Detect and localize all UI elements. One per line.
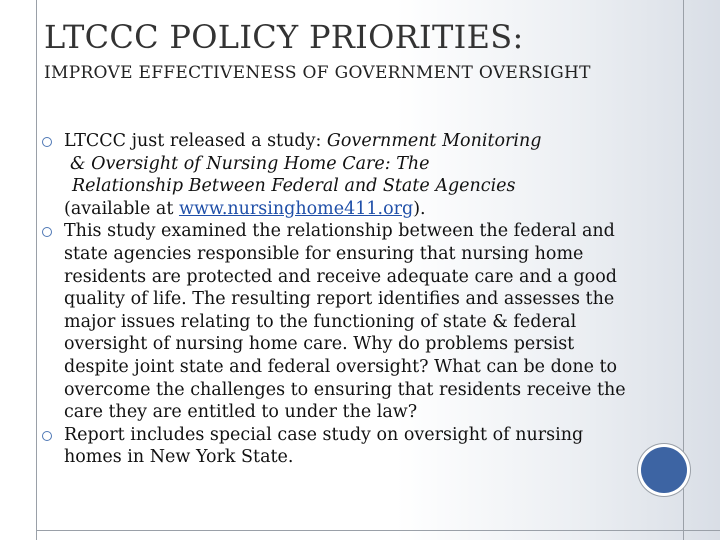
decorative-circle-icon xyxy=(641,447,687,493)
circle-bullet-icon xyxy=(42,227,52,237)
website-link[interactable]: www.nursinghome411.org xyxy=(178,198,414,219)
slide-title: LTCCC POLICY PRIORITIES: xyxy=(44,18,524,56)
bullet-item-study xyxy=(40,130,630,220)
circle-bullet-icon xyxy=(42,431,52,441)
study-title-line: & Oversight of Nursing Home Care: The xyxy=(70,153,430,174)
bullet-item-description xyxy=(40,220,630,423)
bullet-text: LTCCC just released a study: xyxy=(64,131,327,151)
availability-close: ). xyxy=(413,198,426,219)
bullet-list xyxy=(40,130,630,469)
availability-text: (available at xyxy=(64,198,179,219)
study-title-line: Government Monitoring xyxy=(326,131,542,151)
frame-bottom-line xyxy=(36,530,720,531)
bullet-text: Report includes special case study on oversight of nursing homes in New York State. xyxy=(64,424,584,468)
bullet-item-report xyxy=(40,424,630,469)
circle-bullet-icon xyxy=(42,137,52,147)
frame-left-line xyxy=(36,0,37,540)
slide-subtitle: IMPROVE EFFECTIVENESS OF GOVERNMENT OVERSIGHT xyxy=(44,63,591,83)
study-title-line: Relationship Between Federal and State Agencies xyxy=(72,176,516,197)
bullet-text: This study examined the relationship between the federal and state agencies responsible for ensuring that nursing home residents are protected and receive adequate care and a good quality of life. The resulting report identifies and assesses the major issues relating to the functioning of state & federal oversight of nursing home care. Why do problems persist despite joint state and federal oversight? What can be done to overcome the challenges to ensuring that residents receive the care they are entitled to under the law? xyxy=(64,221,626,423)
